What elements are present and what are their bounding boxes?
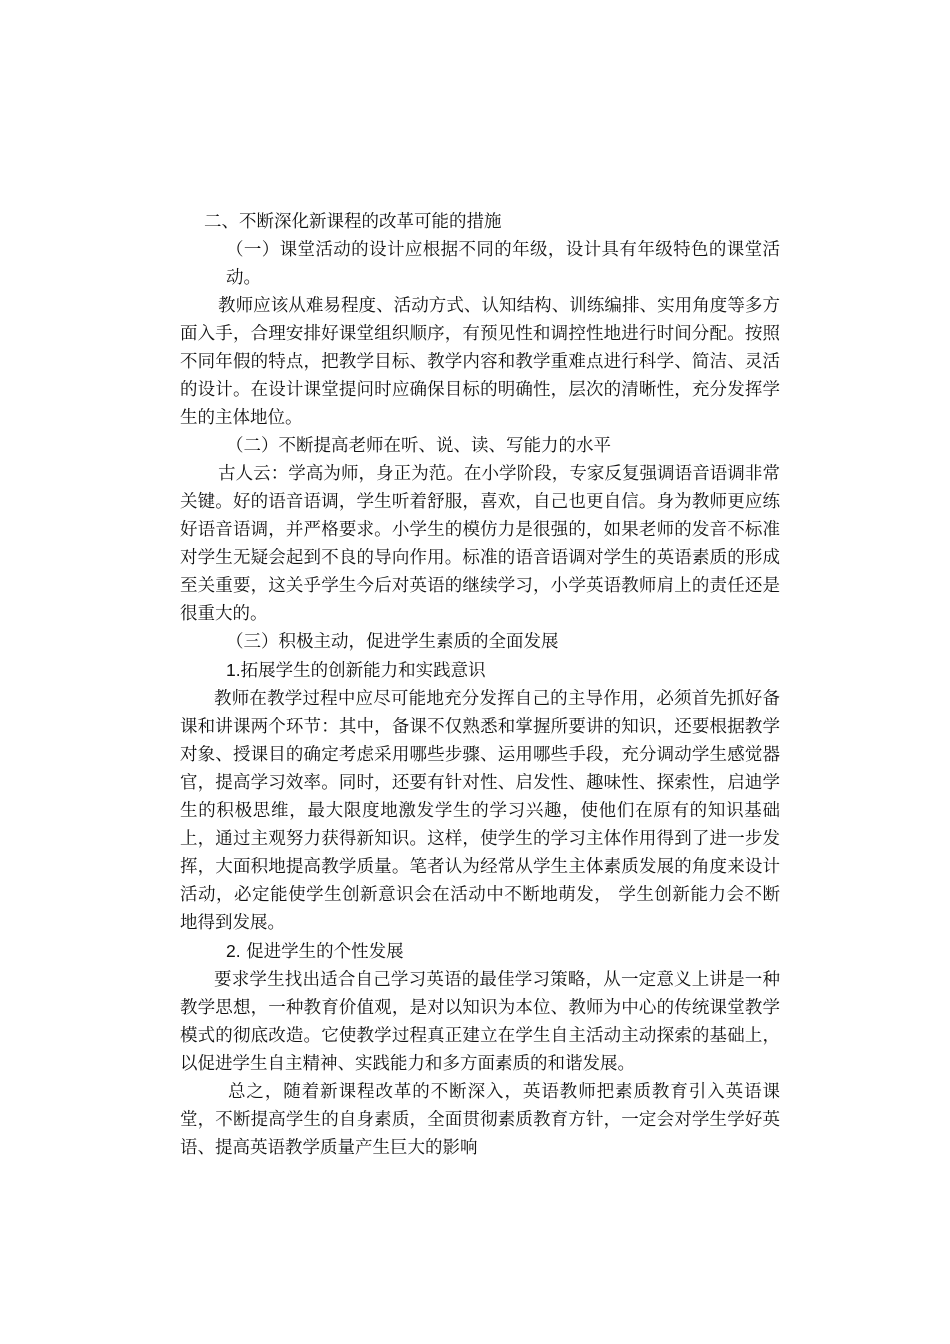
paragraph-5: 总之，随着新课程改革的不断深入，英语教师把素质教育引入英语课堂，不断提高学生的自身素质，全面贯彻素质教育方针，一定会对学生学好英语、提高英语教学质量产生巨大的影响 <box>180 1082 780 1158</box>
paragraph-2: 古人云：学高为师，身正为范。在小学阶段，专家反复强调语音语调非常关键。好的语音语调，学生听着舒服，喜欢，自己也更自信。身为教师更应练好语音语调，并严格要求。小学生的模仿力是很强的，如果老师的发音不标准对学生无疑会起到不良的导向作用。标准的语音语调对学生的英语素质的形成至关重要，这关乎学生今后对英语的继续学习，小学英语教师肩上的责任还是很重大的。 <box>180 464 780 624</box>
paragraph-1: 教师应该从难易程度、活动方式、认知结构、训练编排、实用角度等多方面入手，合理安排好课堂组织顺序，有预见性和调控性地进行时间分配。按照不同年假的特点，把教学目标、教学内容和教学重难点进行科学、简洁、灵活的设计。在设计课堂提问时应确保目标的明确性，层次的清晰性，充分发挥学生的主体地位。 <box>180 296 780 428</box>
item-title-1 <box>180 656 780 685</box>
subsection-title-3: （三）积极主动，促进学生素质的全面发展 <box>226 632 559 652</box>
item-number-2: 2. <box>226 941 241 961</box>
document-body <box>180 208 780 1162</box>
subsection-title-1: （一）课堂活动的设计应根据不同的年级，设计具有年级特色的课堂活动。 <box>226 240 780 288</box>
paragraph-3: 教师在教学过程中应尽可能地充分发挥自己的主导作用，必须首先抓好备课和讲课两个环节：其中，备课不仅熟悉和掌握所要讲的知识，还要根据教学对象、授课目的确定考虑采用哪些步骤、运用哪些手段，充分调动学生感觉器官，提高学习效率。同时，还要有针对性、启发性、趣味性、探索性，启迪学生的积极思维，最大限度地激发学生的学习兴趣，使他们在原有的知识基础上，通过主观努力获得新知识。这样，使学生的学习主体作用得到了进一步发挥，大面积地提高教学质量。笔者认为经常从学生主体素质发展的角度来设计活动，必定能使学生创新意识会在活动中不断地萌发， 学生创新能力会不断地得到发展。 <box>180 689 780 933</box>
item-title-2 <box>180 937 780 966</box>
section-title: 二、不断深化新课程的改革可能的措施 <box>204 212 502 232</box>
subsection-title-2: （二）不断提高老师在听、说、读、写能力的水平 <box>226 436 611 456</box>
item-number-1: 1. <box>226 660 241 680</box>
item-text-2: 促进学生的个性发展 <box>240 942 404 962</box>
item-text-1: 拓展学生的创新能力和实践意识 <box>240 661 486 681</box>
paragraph-4: 要求学生找出适合自己学习英语的最佳学习策略，从一定意义上讲是一种教学思想，一种教育价值观，是对以知识为本位、教师为中心的传统课堂教学模式的彻底改造。它使教学过程真正建立在学生自主活动主动探索的基础上，以促进学生自主精神、实践能力和多方面素质的和谐发展。 <box>180 970 780 1074</box>
